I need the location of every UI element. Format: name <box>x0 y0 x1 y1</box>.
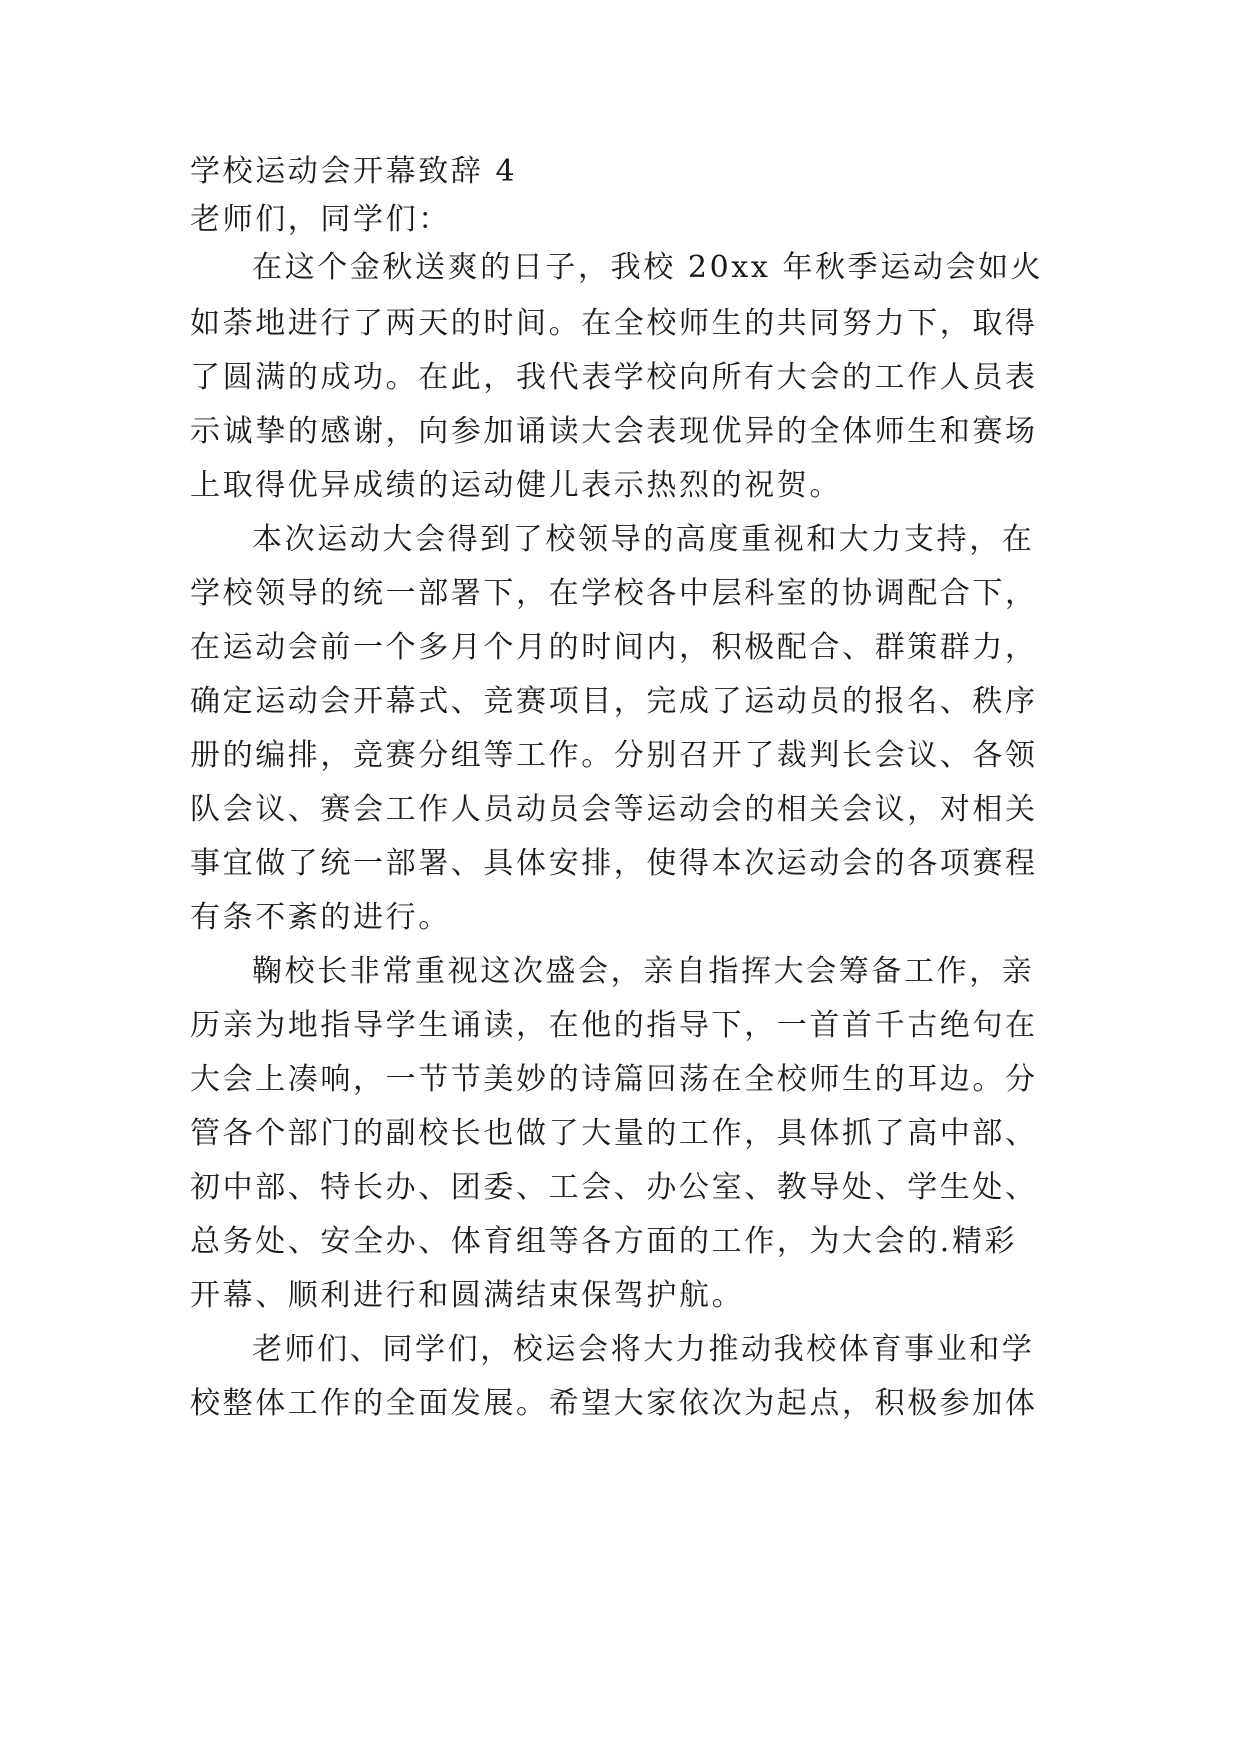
text-line: 校整体工作的全面发展。希望大家依次为起点，积极参加体 <box>190 1386 1038 1421</box>
text-line: 开幕、顺利进行和圆满结束保驾护航。 <box>190 1278 745 1313</box>
text-line: 册的编排，竞赛分组等工作。分别召开了裁判长会议、各领 <box>190 738 1038 773</box>
text-line: 在运动会前一个多月个月的时间内，积极配合、群策群力， <box>190 630 1038 665</box>
text-line: 大会上凑响，一节节美妙的诗篇回荡在全校师生的耳边。分 <box>190 1062 1038 1097</box>
salutation: 老师们，同学们： <box>190 202 451 237</box>
text-line: 事宜做了统一部署、具体安排，使得本次运动会的各项赛程 <box>190 846 1038 881</box>
text-line: 示诚挚的感谢，向参加诵读大会表现优异的全体师生和赛场 <box>190 414 1038 449</box>
text-line: 如荼地进行了两天的时间。在全校师生的共同努力下，取得 <box>190 306 1038 341</box>
text-line: 上取得优异成绩的运动健儿表示热烈的祝贺。 <box>190 468 842 503</box>
text-line: 队会议、赛会工作人员动员会等运动会的相关会议，对相关 <box>190 792 1038 827</box>
document-title: 学校运动会开幕致辞 4 <box>190 154 518 189</box>
text-line: 历亲为地指导学生诵读，在他的指导下，一首首千古绝句在 <box>190 1008 1038 1043</box>
text-line: 有条不紊的进行。 <box>190 900 451 935</box>
text-line: 管各个部门的副校长也做了大量的工作，具体抓了高中部、 <box>190 1116 1038 1151</box>
text-line: 总务处、安全办、体育组等各方面的工作，为大会的.精彩 <box>190 1224 1018 1259</box>
text-line: 初中部、特长办、团委、工会、办公室、教导处、学生处、 <box>190 1170 1038 1205</box>
text-line: 鞠校长非常重视这次盛会，亲自指挥大会筹备工作，亲 <box>252 954 1035 989</box>
text-line: 了圆满的成功。在此，我代表学校向所有大会的工作人员表 <box>190 360 1038 395</box>
text-line: 确定运动会开幕式、竞赛项目，完成了运动员的报名、秩序 <box>190 684 1038 719</box>
text-line: 学校领导的统一部署下，在学校各中层科室的协调配合下， <box>190 576 1038 611</box>
text-line: 本次运动大会得到了校领导的高度重视和大力支持，在 <box>252 522 1035 557</box>
text-line: 在这个金秋送爽的日子，我校 20xx 年秋季运动会如火 <box>252 250 1044 285</box>
text-line: 老师们、同学们，校运会将大力推动我校体育事业和学 <box>252 1332 1035 1367</box>
